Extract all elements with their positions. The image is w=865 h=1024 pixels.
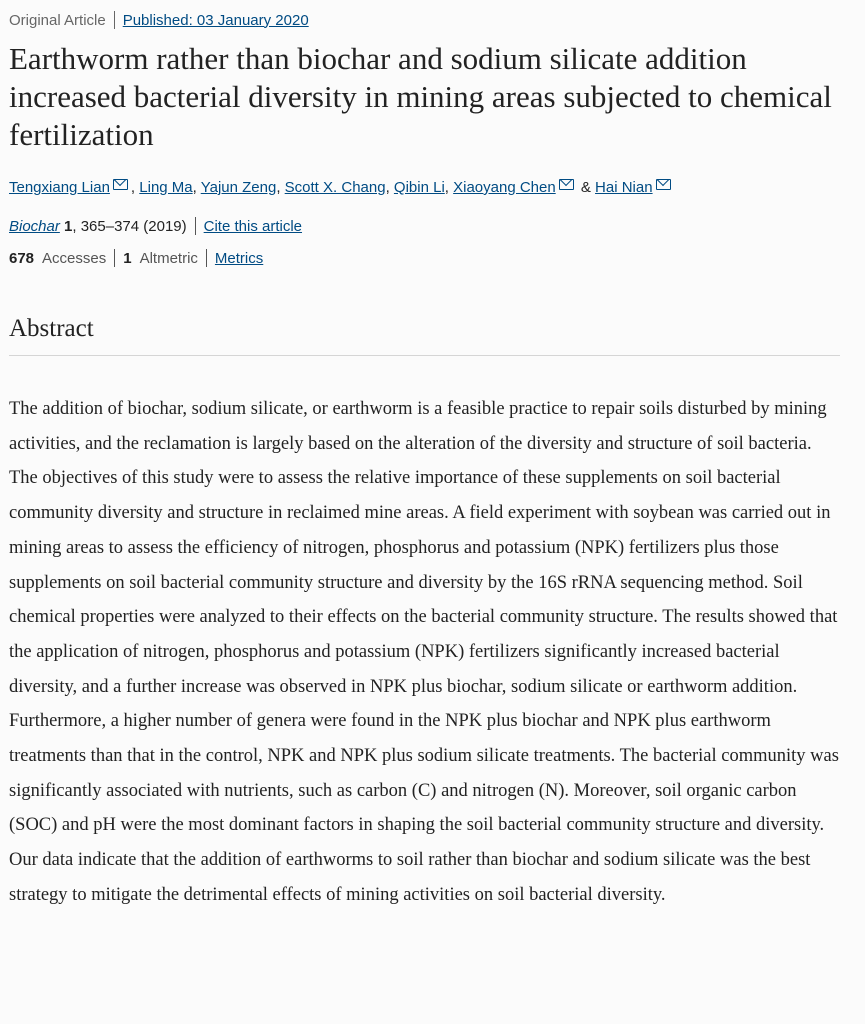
author-link[interactable]: Qibin Li — [393, 179, 445, 196]
divider — [195, 217, 196, 235]
citation-row — [9, 215, 839, 237]
published-date-link[interactable]: Published: 03 January 2020 — [122, 11, 309, 29]
author-link[interactable]: Yajun Zeng — [200, 179, 277, 196]
article-title: Earthworm rather than biochar and sodium silicate addition increased bacterial diversity in mining areas subjected to chemical fertilization — [9, 41, 832, 152]
email-icon[interactable] — [113, 179, 128, 190]
journal-volume: 1 — [64, 217, 73, 235]
email-icon[interactable] — [559, 179, 574, 190]
accesses-label: Accesses — [42, 249, 107, 267]
metrics-link[interactable]: Metrics — [214, 249, 264, 267]
email-icon[interactable] — [656, 179, 671, 190]
metrics-row — [9, 247, 839, 269]
journal-pages: , 365–374 (2019) — [72, 217, 187, 235]
abstract-heading: Abstract — [9, 315, 840, 356]
author-link[interactable]: Hai Nian — [595, 179, 653, 196]
author-link[interactable]: Ling Ma — [139, 179, 193, 196]
altmetric-count: 1 — [123, 249, 132, 267]
article-type: Original Article — [9, 11, 106, 29]
altmetric-label: Altmetric — [139, 249, 198, 267]
author-link[interactable]: Tengxiang Lian — [9, 179, 110, 196]
accesses-count: 678 — [9, 249, 35, 267]
article-meta — [9, 10, 839, 30]
divider — [114, 11, 115, 29]
author-list: Tengxiang Lian , Ling Ma, Yajun Zeng, Scott X. Chang, Qibin Li, Xiaoyang Chen & Hai Nian — [9, 177, 839, 199]
divider — [114, 249, 115, 267]
divider — [206, 249, 207, 267]
author-link[interactable]: Scott X. Chang — [284, 179, 386, 196]
cite-article-link[interactable]: Cite this article — [203, 217, 303, 235]
author-link[interactable]: Xiaoyang Chen — [453, 179, 556, 196]
journal-link[interactable]: Biochar — [9, 217, 60, 235]
abstract-text: The addition of biochar, sodium silicate, or earthworm is a feasible practice to repair soils disturbed by mining activities, and the reclamation is largely based on the alteration of the diversity and structure of soil bacteria. The objectives of this study were to assess the relative importance of these supplements on soil bacterial community diversity and structure in reclaimed mine areas. A field experiment with soybean was carried out in mining areas to assess the efficiency of nitrogen, phosphorus and potassium (NPK) fertilizers plus those supplements on soil bacterial community structure and diversity by the 16S rRNA sequencing method. Soil chemical properties were analyzed to their effects on the bacterial community structure. The results showed that the application of nitrogen, phosphorus and potassium (NPK) fertilizers significantly increased bacterial diversity, and a further increase was observed in NPK plus biochar, sodium silicate or earthworm addition. Furthermore, a higher number of genera were found in the NPK plus biochar and NPK plus earthworm treatments than that in the control, NPK and NPK plus sodium silicate treatments. The bacterial community was significantly associated with nutrients, such as carbon (C) and nitrogen (N). Moreover, soil organic carbon (SOC) and pH were the most dominant factors in shaping the soil bacterial community structure and diversity. Our data indicate that the addition of earthworms to soil rather than biochar and sodium silicate was the best strategy to mitigate the detrimental effects of mining activities on soil bacterial diversity. — [9, 399, 839, 905]
